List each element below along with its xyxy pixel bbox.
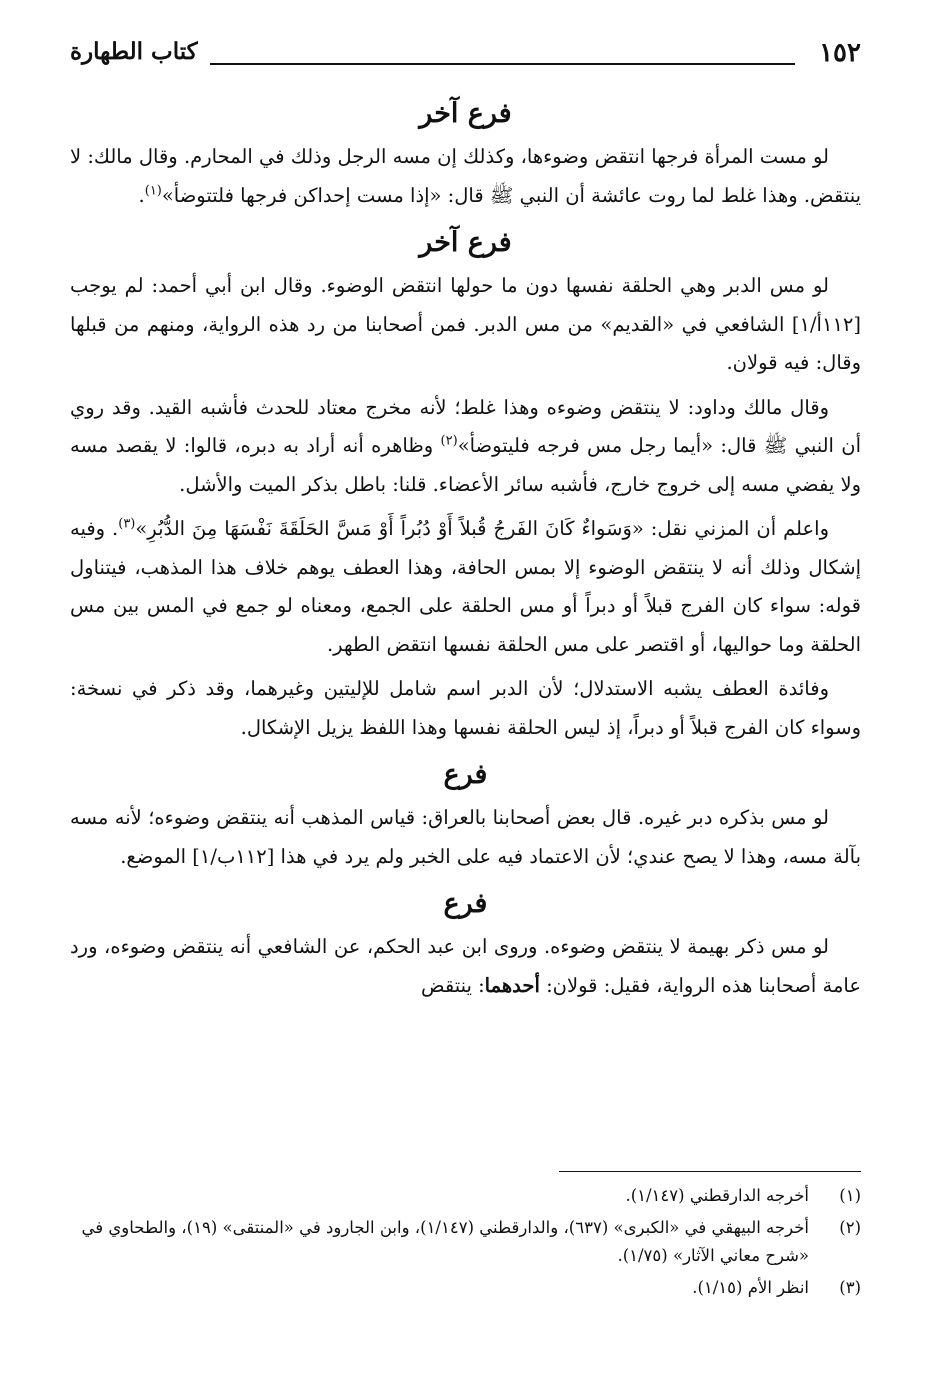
paragraph (70, 267, 861, 383)
paragraph-text: . وفيه إشكال وذلك أنه لا ينتقض الوضوء إلا بمس الحافة، وهذا العطف يوهم خلاف هذا المذهب، فيتناول قوله: سواء كان الفرج قبلاً أو دبراً أو مس الحلقة على الجمع، ومعناه لو جمع في المس بين مس الحلقة وما حواليها، أو اقتصر على مس الحلقة نفسها انتقض الطهر. (70, 517, 861, 656)
section-heading: فرع آخر (419, 98, 512, 129)
footnote-text: أخرجه الدارقطني (١/١٤٧). (625, 1186, 809, 1205)
paragraph (70, 138, 861, 215)
paragraph (70, 389, 861, 505)
page-header (70, 32, 861, 76)
footnote-number: (٣) (839, 1278, 861, 1297)
paragraph-text: لو مس ذكر بهيمة لا ينتقض وضوءه. وروى ابن عبد الحكم، عن الشافعي أنه ينتقض وضوءه، ورد عامة أصحابنا هذه الرواية، فقيل: قولان: (70, 935, 861, 997)
paragraph-text: . (138, 183, 145, 207)
section-heading: فرع آخر (419, 227, 512, 258)
footnote-number: (١) (839, 1186, 861, 1205)
footnote-item (70, 1182, 861, 1210)
footnote-text: انظر الأم (١/١٥). (692, 1278, 809, 1297)
page-number: ١٥٢ (819, 38, 861, 68)
paragraph (70, 928, 861, 1005)
header-rule (210, 63, 795, 65)
paragraph (70, 799, 861, 876)
footnote-ref[interactable]: (١) (144, 183, 162, 198)
paragraph-text: : ينتقض (420, 973, 485, 997)
paragraph-text: وظاهره أنه أراد به دبره، قالوا: لا يقصد مسه ولا يفضي مسه إلى خروج خارج، فأشبه سائر الأعضاء. قلنا: باطل بذكر الميت والأشل. (70, 434, 861, 496)
paragraph (70, 510, 861, 664)
paragraph-text: لو مست المرأة فرجها انتقض وضوءها، وكذلك إن مسه الرجل وذلك في المحارم. وقال مالك: لا ينتقض. وهذا غلط لما روت عائشة أن النبي ﷺ قال: «إذا مست إحداكن فرجها فلتتوضأ» (70, 145, 861, 207)
paragraph-text: وفائدة العطف يشبه الاستدلال؛ لأن الدبر اسم شامل للإليتين وغيرهما، وقد ذكر في نسخة: وسواء كان الفرج قبلاً أو دبراً، إذ ليس الحلقة نفسها وهذا اللفظ يزيل الإشكال. (70, 677, 861, 739)
footnote-item (70, 1214, 861, 1270)
footnote-ref[interactable]: (٣) (118, 516, 136, 532)
paragraph-text: واعلم أن المزني نقل: «وَسَواءٌ كَانَ الفَرجُ قُبلاً أَوْ دُبُراً أَوْ مَسَّ الحَلَقَةَ نَفْسَهَا مِنَ الدُّبُرِ» (135, 517, 829, 540)
section-heading: فرع (443, 759, 488, 790)
paragraph-text: وقال مالك وداود: لا ينتقض وضوءه وهذا غلط؛ لأنه مخرج معتاد للحدث فأشبه القيد. وقد روي أن النبي ﷺ قال: «أيما رجل مس فرجه فليتوضأ» (70, 395, 862, 457)
paragraph-text: لو مس بذكره دبر غيره. قال بعض أصحابنا بالعراق: قياس المذهب أنه ينتقض وضوءه؛ لأنه مسه بآلة مسه، وهذا لا يصح عندي؛ لأن الاعتماد فيه على الخبر ولم يرد في هذا [١١٢ب/١] الموضع. (70, 806, 861, 868)
paragraph-text: لو مس الدبر وهي الحلقة نفسها دون ما حولها انتقض الوضوء. وقال ابن أبي أحمد: لم يوجب [١١٢أ/١] الشافعي في «القديم» من مس الدبر. فمن أصحابنا من رد هذه الرواية، ومنهم من قبلها وقال: فيه قولان. (70, 274, 861, 374)
footnote-ref[interactable]: (٢) (440, 433, 458, 449)
book-title: كتاب الطهارة (70, 38, 198, 65)
main-text (70, 86, 861, 1011)
footnote-divider (559, 1171, 861, 1172)
footnote-number: (٢) (839, 1218, 861, 1237)
paragraph (70, 670, 861, 747)
footnote-item (70, 1274, 861, 1302)
footnotes (70, 1182, 861, 1306)
section-heading: فرع (443, 888, 488, 919)
footnote-text: أخرجه البيهقي في «الكبرى» (٦٣٧)، والدارقطني (١/١٤٧)، وابن الجارود في «المنتقى» (١٩)، والطحاوي في «شرح معاني الآثار» (١/٧٥). (81, 1218, 809, 1265)
bold-term: أحدهما (484, 973, 540, 997)
